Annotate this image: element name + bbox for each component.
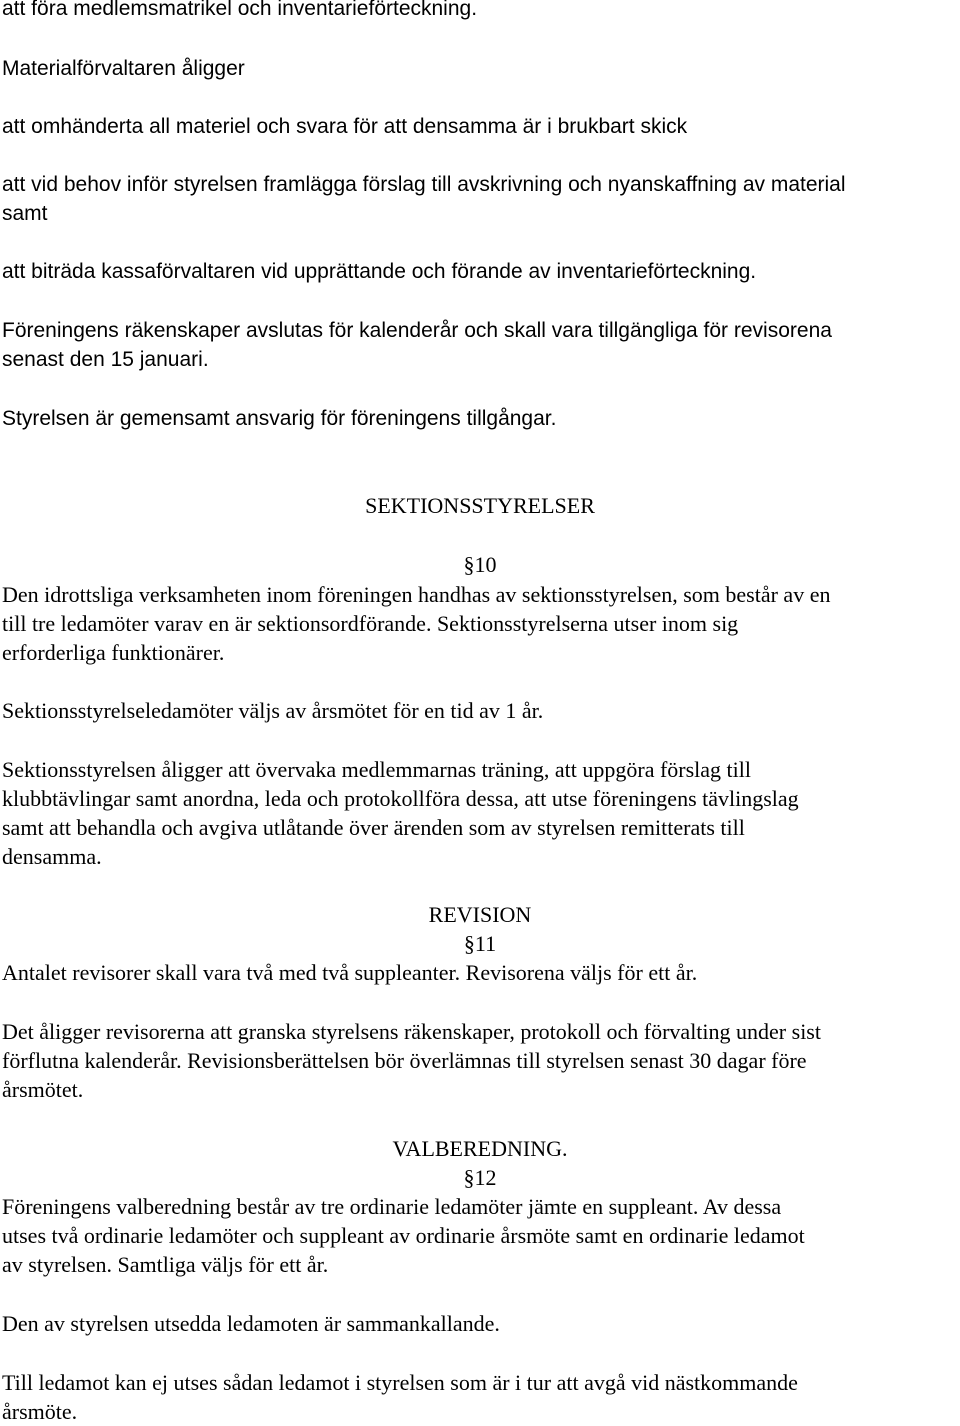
text-line: årsmöte. <box>2 1399 78 1424</box>
text-line: densamma. <box>2 844 102 869</box>
text-line: samt <box>2 202 48 225</box>
text-line: Den av styrelsen utsedda ledamoten är sammankallande. <box>2 1311 500 1336</box>
text-line: att vid behov inför styrelsen framlägga förslag till avskrivning och nyanskaffning av material <box>2 173 846 196</box>
paragraph-number <box>0 550 960 579</box>
section-heading: REVISION <box>428 902 532 927</box>
text-line: erforderliga funktionärer. <box>2 640 225 665</box>
text-line: Antalet revisorer skall vara två med två suppleanter. Revisorena väljs för ett år. <box>2 960 698 985</box>
text-line: av styrelsen. Samtliga väljs för ett år. <box>2 1252 329 1277</box>
text-line: förflutna kalenderår. Revisionsberättelsen bör överlämnas till styrelsen senast 30 dagar före <box>2 1048 807 1073</box>
text-line: att biträda kassaförvaltaren vid upprättande och förande av inventarieförteckning. <box>2 260 757 283</box>
text-line: Sektionsstyrelsen åligger att övervaka medlemmarnas träning, att uppgöra förslag till <box>2 757 752 782</box>
text-line: Föreningens valberedning består av tre ordinarie ledamöter jämte en suppleant. Av dessa <box>2 1194 782 1219</box>
section-sign-icon: § <box>463 552 475 577</box>
text-line: Till ledamot kan ej utses sådan ledamot i styrelsen som är i tur att avgå vid nästkommande <box>2 1370 798 1395</box>
text-line: Sektionsstyrelseledamöter väljs av årsmötet för en tid av 1 år. <box>2 698 544 723</box>
text-line: Föreningens räkenskaper avslutas för kalenderår och skall vara tillgängliga för revisorena <box>2 319 832 342</box>
text-line: samt att behandla och avgiva utlåtande över ärenden som av styrelsen remitterats till <box>2 815 745 840</box>
section-heading: SEKTIONSSTYRELSER <box>365 493 595 518</box>
text-line: årsmötet. <box>2 1077 84 1102</box>
text-line: senast den 15 januari. <box>2 348 209 371</box>
text-line: Den idrottsliga verksamheten inom föreningen handhas av sektionsstyrelsen, som består av en <box>2 582 831 607</box>
section-number: 12 <box>474 1165 497 1190</box>
section-number: 11 <box>474 931 497 956</box>
text-line: Det åligger revisorerna att granska styrelsens räkenskaper, protokoll och förvalting under sist <box>2 1019 821 1044</box>
text-line: att föra medlemsmatrikel och inventarieförteckning. <box>2 0 478 20</box>
text-line: klubbtävlingar samt anordna, leda och protokollföra dessa, att utse föreningens tävlingslag <box>2 786 799 811</box>
text-line: Materialförvaltaren åligger <box>2 57 245 80</box>
text-line: Styrelsen är gemensamt ansvarig för föreningens tillgångar. <box>2 407 557 430</box>
text-line: till tre ledamöter varav en är sektionsordförande. Sektionsstyrelserna utser inom sig <box>2 611 739 636</box>
text-line: att omhänderta all materiel och svara för att densamma är i brukbart skick <box>2 115 688 138</box>
paragraph-number <box>0 929 960 958</box>
paragraph-number <box>0 1163 960 1192</box>
text-line: utses två ordinarie ledamöter och suppleant av ordinarie årsmöte samt en ordinarie ledamot <box>2 1223 805 1248</box>
section-sign-icon: § <box>463 1165 475 1190</box>
section-sign-icon: § <box>463 931 475 956</box>
section-heading: VALBEREDNING. <box>392 1136 568 1161</box>
section-number: 10 <box>474 552 497 577</box>
